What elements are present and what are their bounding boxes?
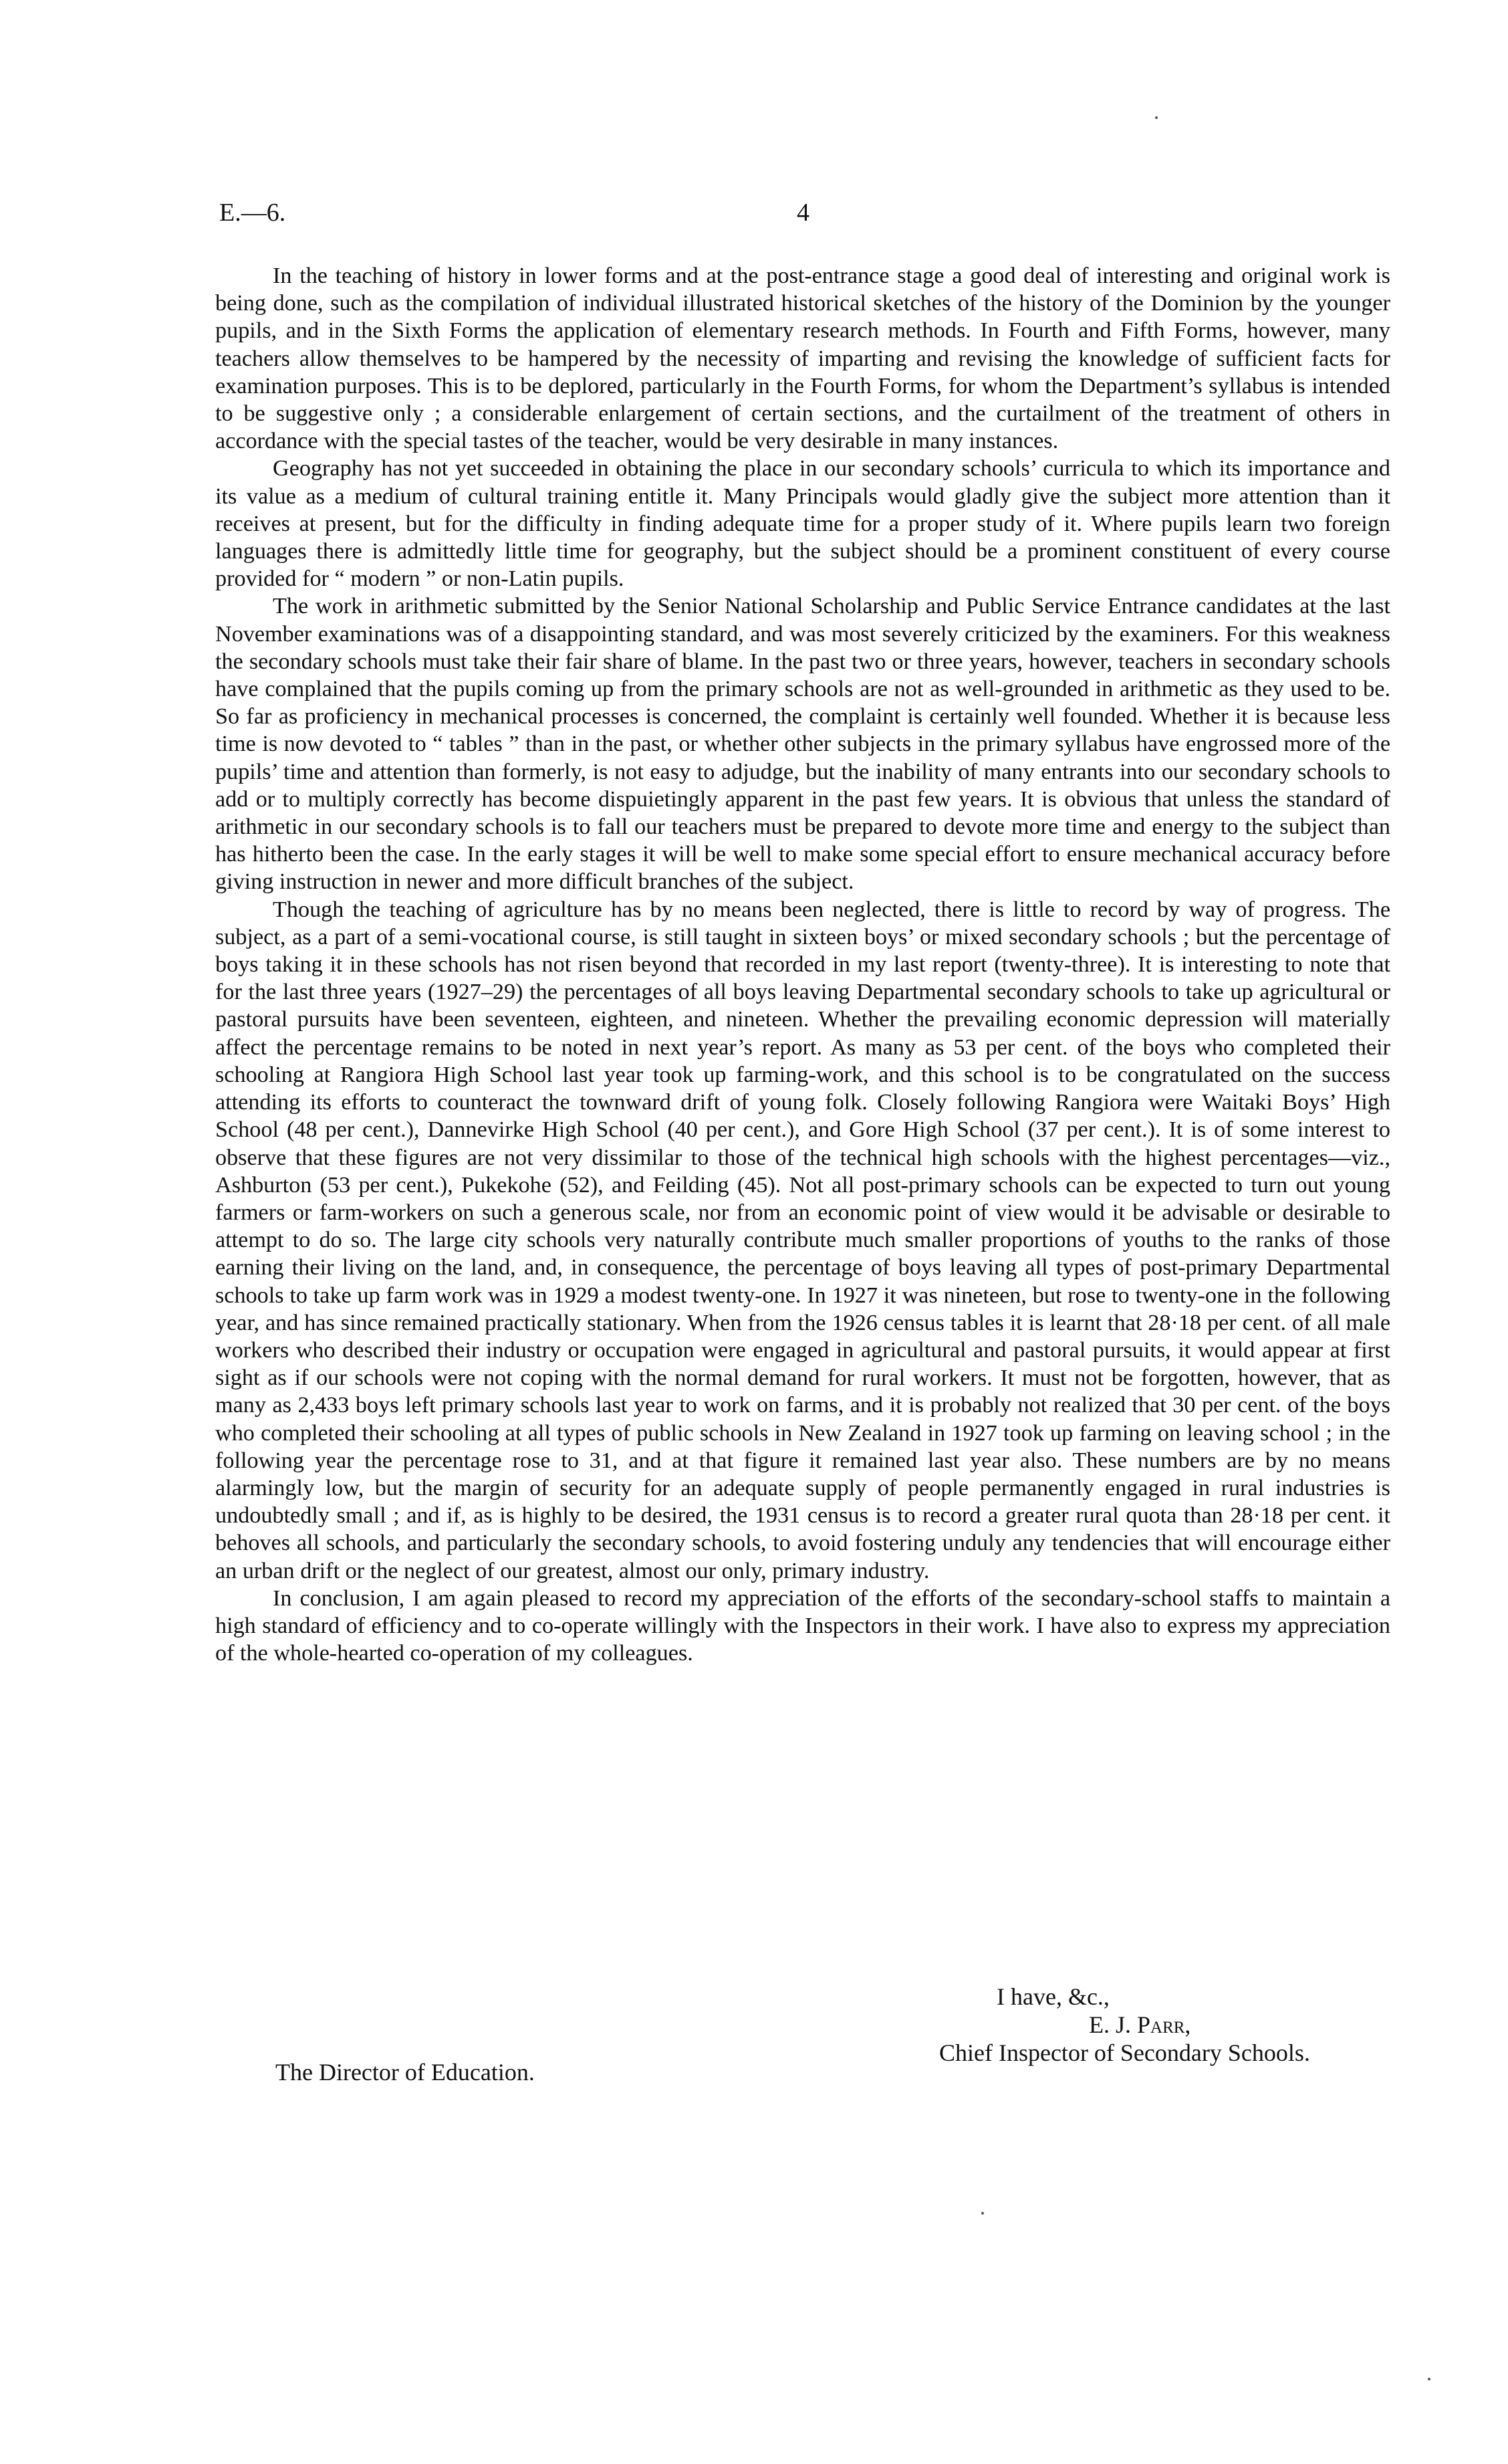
scan-speck [1428, 2378, 1430, 2380]
addressee: The Director of Education. [275, 2059, 535, 2086]
signature-block [939, 1983, 1310, 2067]
signatory-title: Chief Inspector of Secondary Schools. [939, 2039, 1310, 2066]
document-reference: E.—6. [219, 199, 286, 227]
paragraph-conclusion: In conclusion, I am again pleased to record my appreciation of the efforts of the secondary-school staffs to maintain a high standard of efficiency and to co-operate willingly with the Inspectors in their work. I have also to express my appreciation of the whole-hearted co-operation of my colleagues. [215, 1585, 1390, 1666]
paragraph-history: In the teaching of history in lower forms and at the post-entrance stage a good deal of interesting and original work is being done, such as the compilation of individual illustrated historical sketches of the history of the Dominion by the younger pupils, and in the Sixth Forms the application of elementary research methods. In Fourth and Fifth Forms, however, many teachers allow themselves to be hampered by the necessity of imparting and revising the knowledge of sufficient facts for examination purposes. This is to be deplored, particularly in the Fourth Forms, for whom the Department’s syllabus is intended to be suggestive only ; a considerable enlargement of certain sections, and the curtailment of the treatment of others in accordance with the special tastes of the teacher, would be very desirable in many instances. [215, 263, 1390, 454]
closing-salutation: I have, &c., [997, 1983, 1110, 2010]
page-number: 4 [797, 199, 809, 227]
signatory-name: E. J. Parr, [1089, 2011, 1191, 2038]
scan-speck [1155, 116, 1158, 119]
scan-speck [981, 2212, 984, 2215]
report-body [215, 262, 1390, 1667]
paragraph-arithmetic: The work in arithmetic submitted by the Senior National Scholarship and Public Service Entrance candidates at the last November examinations was of a disappointing standard, and was most severely criticized by the examiners. For this weakness the secondary schools must take their fair share of blame. In the past two or three years, however, teachers in secondary schools have complained that the pupils coming up from the primary schools are not as well-grounded in arithmetic as they used to be. So far as proficiency in mechanical processes is concerned, the complaint is certainly well founded. Whether it is because less time is now devoted to “ tables ” than in the past, or whether other subjects in the primary syllabus have engrossed more of the pupils’ time and attention than formerly, is not easy to adjudge, but the inability of many entrants into our secondary schools to add or to multiply correctly has become dispuietingly apparent in the past few years. It is obvious that unless the standard of arithmetic in our secondary schools is to fall our teachers must be prepared to devote more time and energy to the subject than has hitherto been the case. In the early stages it will be well to make some special effort to ensure mechanical accuracy before giving instruction in newer and more difficult branches of the subject. [215, 594, 1390, 895]
page-header [219, 198, 1389, 238]
paragraph-agriculture: Though the teaching of agriculture has by no means been neglected, there is little to record by way of progress. The subject, as a part of a semi-vocational course, is still taught in sixteen boys’ or mixed secondary schools ; but the percentage of boys taking it in these schools has not risen beyond that recorded in my last report (twenty-three). It is interesting to note that for the last three years (1927–29) the percentages of all boys leaving Departmental secondary schools to take up agricultural or pastoral pursuits have been seventeen, eighteen, and nineteen. Whether the prevailing economic depression will materially affect the percentage remains to be noted in next year’s report. As many as 53 per cent. of the boys who completed their schooling at Rangiora High School last year took up farming-work, and this school is to be congratulated on the success attending its efforts to counteract the townward drift of young folk. Closely following Rangiora were Waitaki Boys’ High School (48 per cent.), Dannevirke High School (40 per cent.), and Gore High School (37 per cent.). It is of some interest to observe that these figures are not very dissimilar to those of the technical high schools with the highest percentages—viz., Ashburton (53 per cent.), Pukekohe (52), and Feilding (45). Not all post-primary schools can be expected to turn out young farmers or farm-workers on such a generous scale, nor from an economic point of view would it be advisable or desirable to attempt to do so. The large city schools very naturally contribute much smaller proportions of youths to the ranks of those earning their living on the land, and, in consequence, the percentage of boys leaving all types of post-primary Departmental schools to take up farm work was in 1929 a modest twenty-one. In 1927 it was nineteen, but rose to twenty-one in the following year, and has since remained practically stationary. When from the 1926 census tables it is learnt that 28·18 per cent. of all male workers who described their industry or occupation were engaged in agricultural and pastoral pursuits, it would appear at first sight as if our schools were not coping with the normal demand for rural workers. It must not be forgotten, however, that as many as 2,433 boys left primary schools last year to work on farms, and it is probably not realized that 30 per cent. of the boys who completed their schooling at all types of public schools in New Zealand in 1927 took up farming on leaving school ; in the following year the percentage rose to 31, and at that figure it remained last year also. These numbers are by no means alarmingly low, but the margin of security for an adequate supply of people permanently engaged in rural industries is undoubtedly small ; and if, as is highly to be desired, the 1931 census is to record a greater rural quota than 28·18 per cent. it behoves all schools, and particularly the secondary schools, to avoid fostering unduly any tendencies that will encourage either an urban drift or the neglect of our greatest, almost our only, primary industry. [215, 897, 1390, 1583]
paragraph-geography: Geography has not yet succeeded in obtaining the place in our secondary schools’ curricula to which its importance and its value as a medium of cultural training entitle it. Many Principals would gladly give the subject more attention than it receives at present, but for the difficulty in finding adequate time for a proper study of it. Where pupils learn two foreign languages there is admittedly little time for geography, but the subject should be a prominent constituent of every course provided for “ modern ” or non-Latin pupils. [215, 456, 1390, 592]
